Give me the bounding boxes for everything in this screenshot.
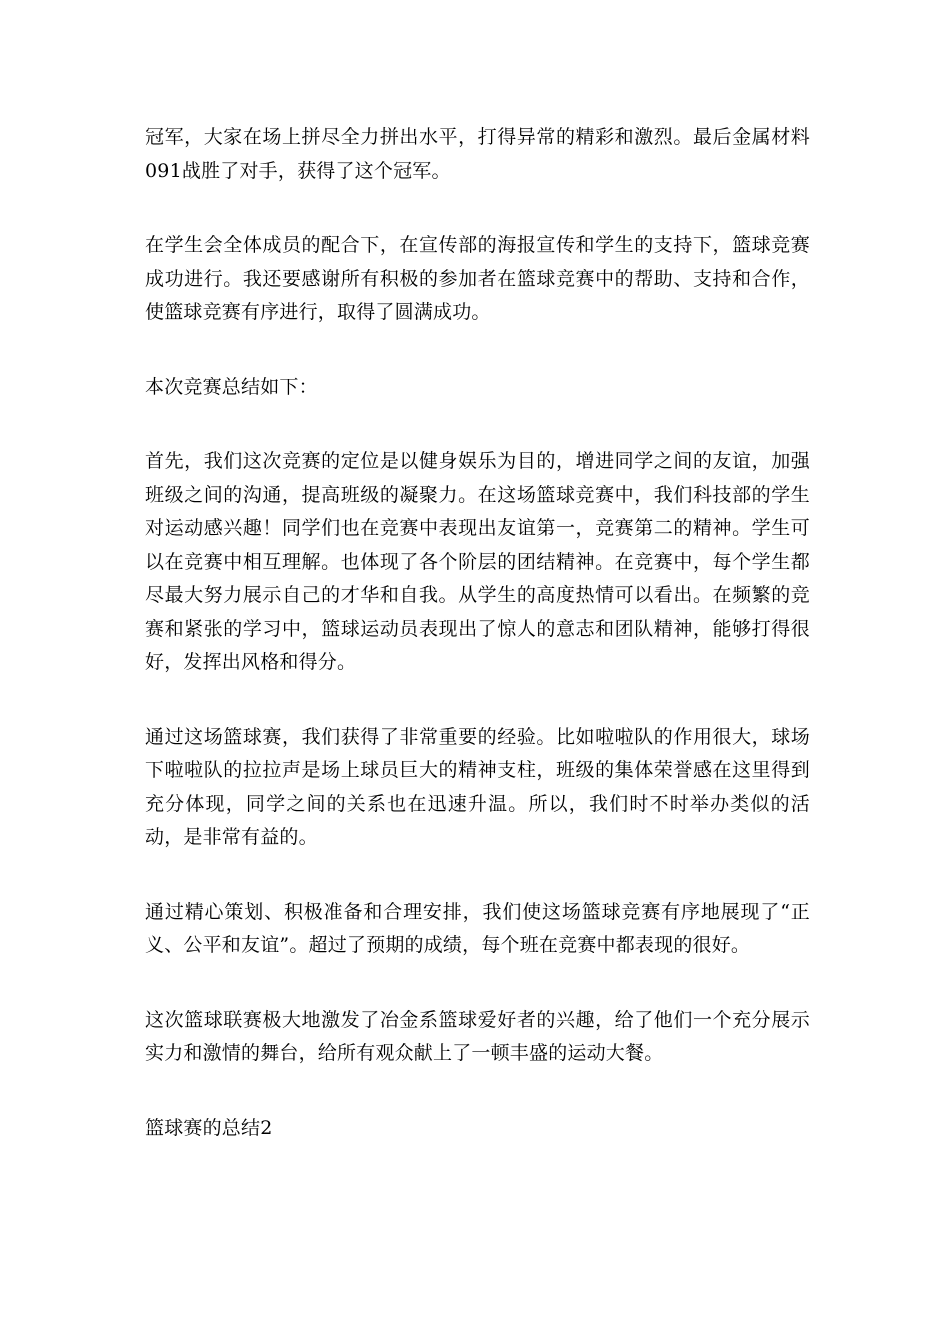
- paragraph-1: 冠军，大家在场上拼尽全力拼出水平，打得异常的精彩和激烈。最后金属材料091战胜了对手，获得了这个冠军。: [145, 126, 810, 182]
- paragraph-3: 本次竞赛总结如下：: [145, 375, 318, 398]
- paragraph-7: 这次篮球联赛极大地激发了冶金系篮球爱好者的兴趣，给了他们一个充分展示实力和激情的舞台，给所有观众献上了一顿丰盛的运动大餐。: [145, 1008, 810, 1064]
- paragraph-5: 通过这场篮球赛，我们获得了非常重要的经验。比如啦啦队的作用很大，球场下啦啦队的拉拉声是场上球员巨大的精神支柱，班级的集体荣誉感在这里得到充分体现，同学之间的关系也在迅速升温。所以，我们时不时举办类似的活动，是非常有益的。: [145, 725, 810, 848]
- paragraph-6: 通过精心策划、积极准备和合理安排，我们使这场篮球竞赛有序地展现了“正义、公平和友谊”。超过了预期的成绩，每个班在竞赛中都表现的很好。: [145, 900, 810, 956]
- document-body: [145, 121, 810, 1145]
- section-heading: 篮球赛的总结2: [145, 1116, 273, 1139]
- paragraph-4: 首先，我们这次竞赛的定位是以健身娱乐为目的，增进同学之间的友谊，加强班级之间的沟通，提高班级的凝聚力。在这场篮球竞赛中，我们科技部的学生对运动感兴趣！同学们也在竞赛中表现出友谊第一，竞赛第二的精神。学生可以在竞赛中相互理解。也体现了各个阶层的团结精神。在竞赛中，每个学生都尽最大努力展示自己的才华和自我。从学生的高度热情可以看出。在频繁的竞赛和紧张的学习中，篮球运动员表现出了惊人的意志和团队精神，能够打得很好，发挥出风格和得分。: [145, 450, 810, 673]
- paragraph-2: 在学生会全体成员的配合下，在宣传部的海报宣传和学生的支持下，篮球竞赛成功进行。我还要感谢所有积极的参加者在篮球竞赛中的帮助、支持和合作，使篮球竞赛有序进行，取得了圆满成功。: [145, 234, 810, 323]
